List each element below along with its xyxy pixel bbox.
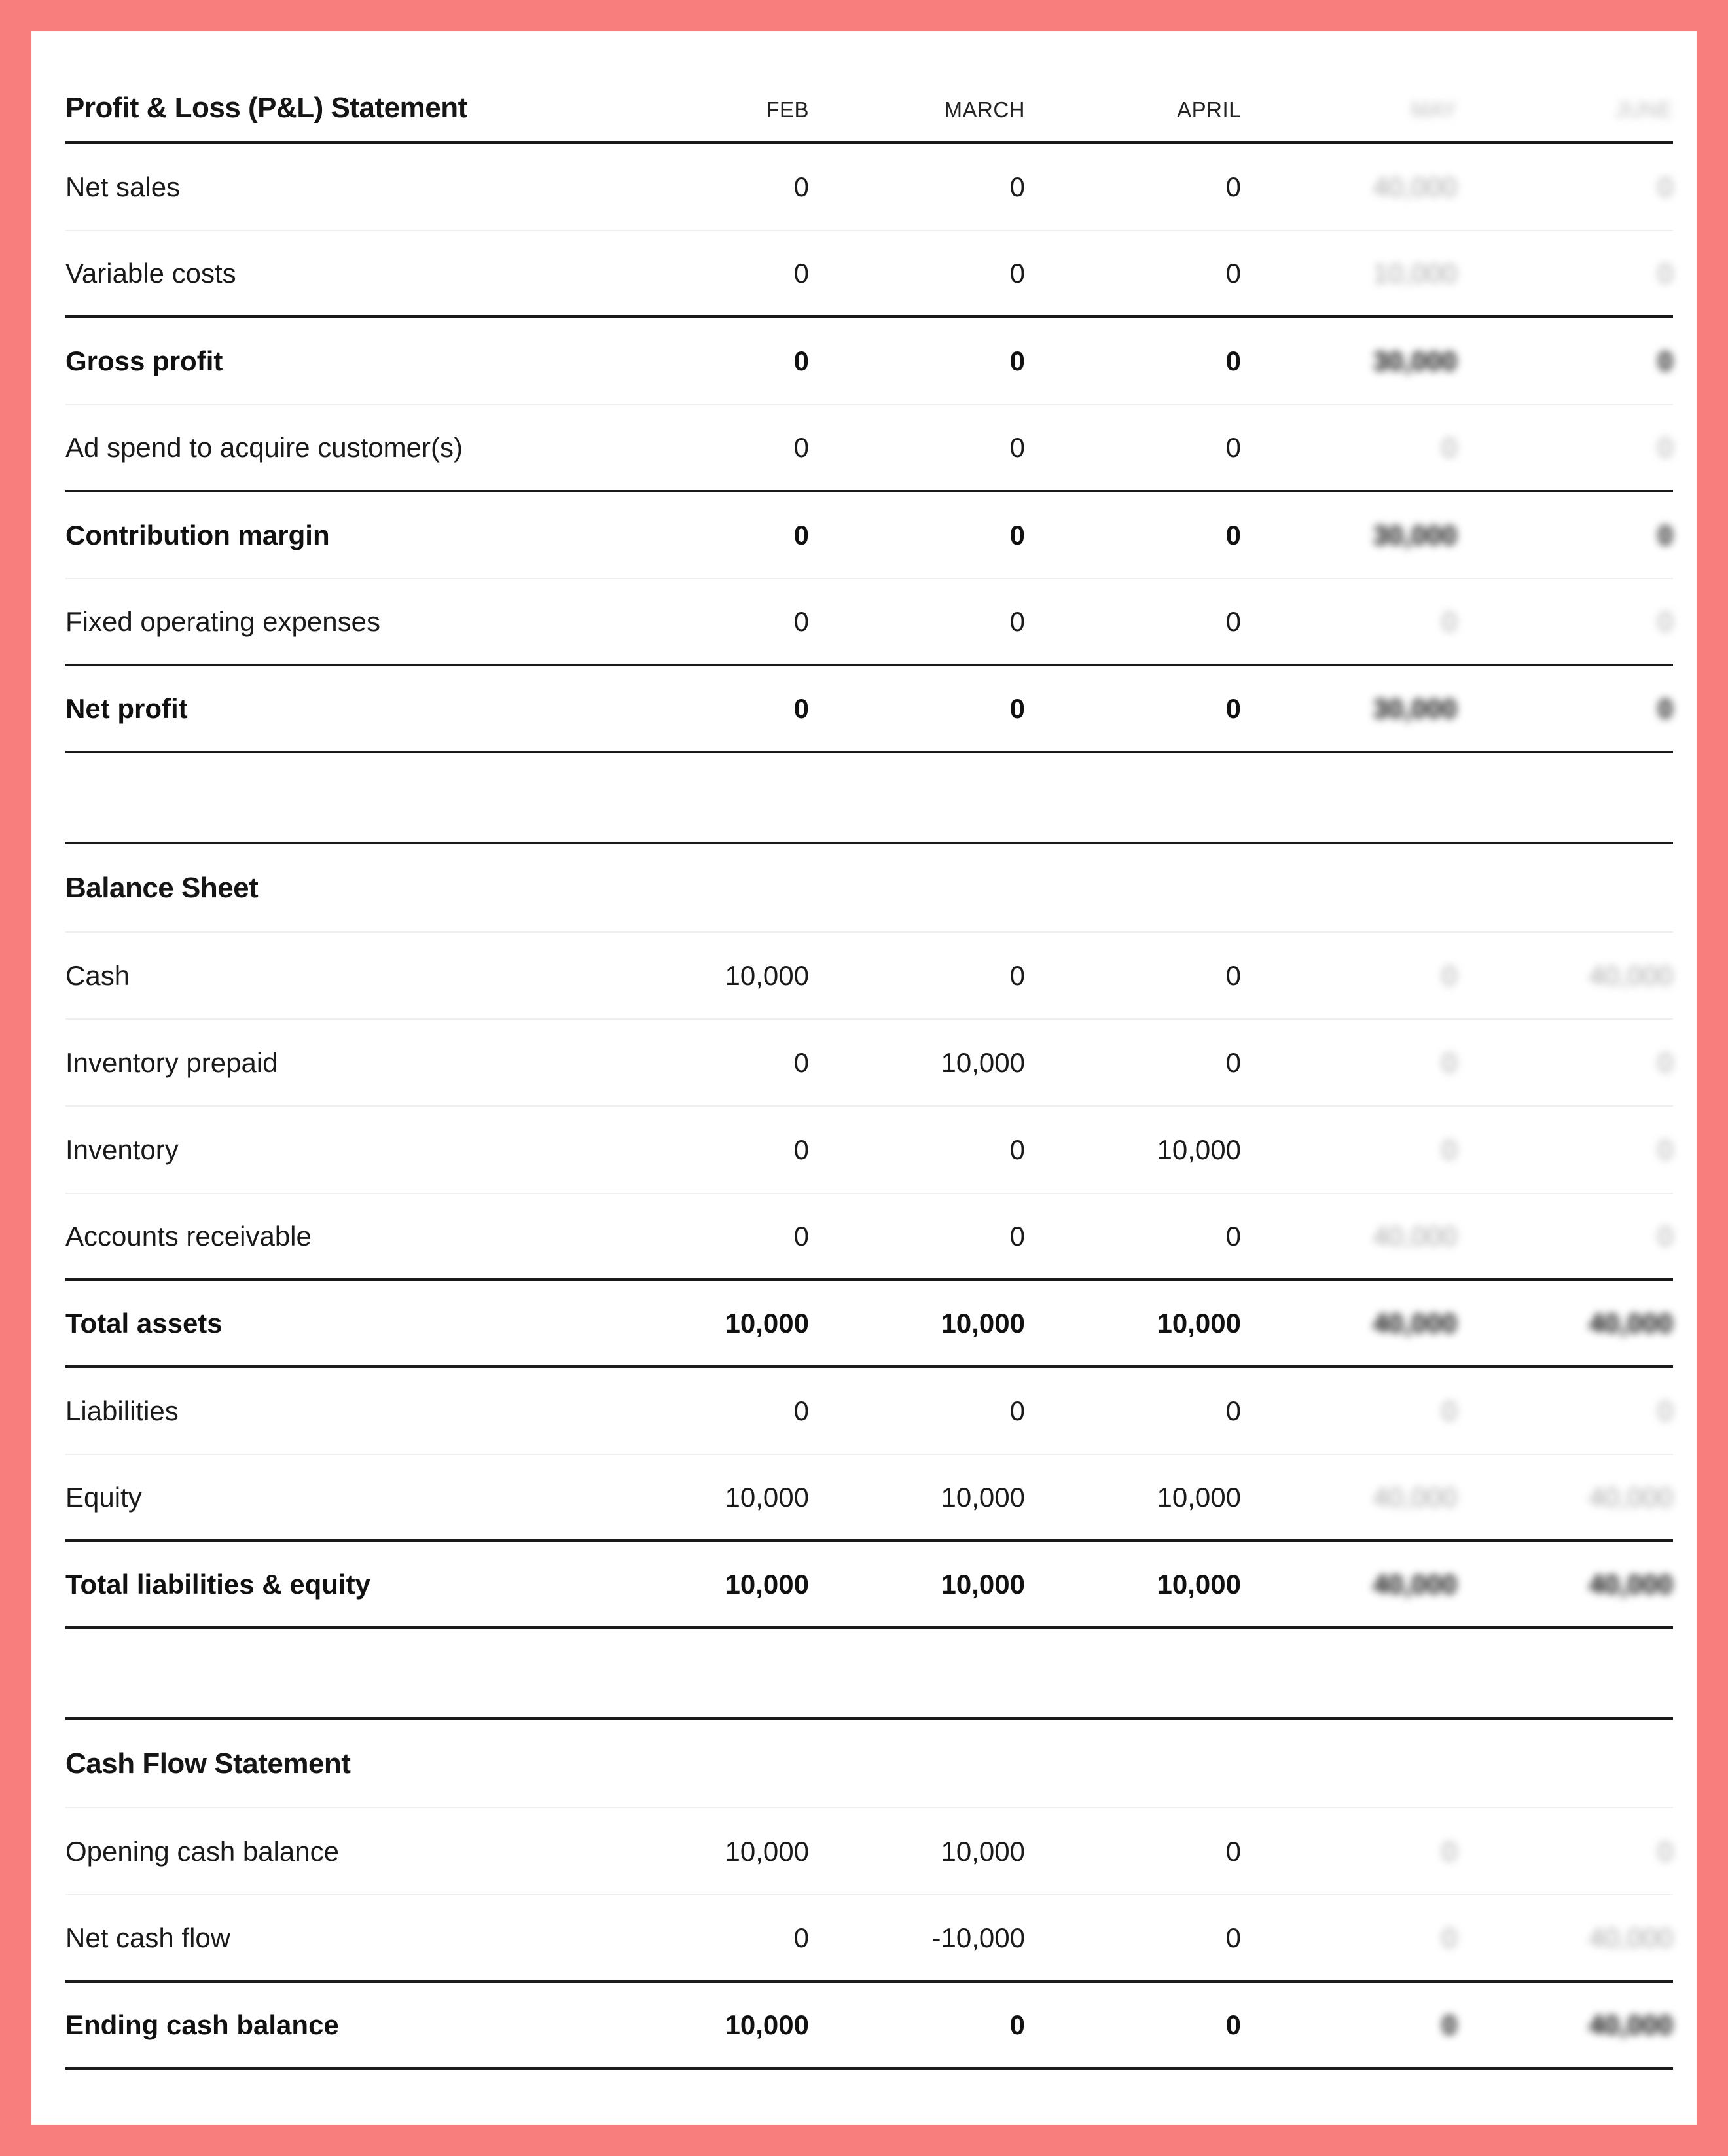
column-header-may: MAY [1411, 98, 1457, 122]
cell-net-profit-feb: 0 [793, 692, 809, 724]
row-accounts-receivable [65, 1194, 1673, 1281]
row-opening-cash-balance [65, 1808, 1673, 1895]
cell-cash-may: 0 [1441, 960, 1457, 991]
cell-net-sales-june: 0 [1657, 171, 1673, 202]
row-ad-spend-to-acquire-customer-s [65, 405, 1673, 492]
cell-ad-spend-to-acquire-customer-s-june: 0 [1657, 431, 1673, 463]
cell-net-cash-flow-feb: 0 [793, 1922, 809, 1953]
cell-net-profit-may: 30,000 [1373, 692, 1457, 724]
cell-net-cash-flow-may: 0 [1441, 1922, 1457, 1953]
cell-net-cash-flow-march: -10,000 [931, 1922, 1025, 1953]
column-header-feb: FEB [766, 98, 809, 122]
cell-opening-cash-balance-feb: 10,000 [725, 1835, 809, 1867]
column-header-april: APRIL [1177, 98, 1241, 122]
section-title: Cash Flow Statement [65, 1747, 351, 1780]
cell-contribution-margin-feb: 0 [793, 519, 809, 550]
row-label: Net sales [65, 171, 181, 202]
cell-equity-april: 10,000 [1157, 1481, 1241, 1513]
column-header-march: MARCH [944, 98, 1025, 122]
cell-inventory-feb: 0 [793, 1134, 809, 1165]
cell-accounts-receivable-june: 0 [1657, 1220, 1673, 1251]
cell-liabilities-may: 0 [1441, 1395, 1457, 1426]
row-equity [65, 1455, 1673, 1542]
cell-fixed-operating-expenses-march: 0 [1009, 605, 1025, 637]
row-label: Equity [65, 1481, 142, 1513]
cell-variable-costs-april: 0 [1225, 257, 1241, 289]
cell-net-cash-flow-june: 40,000 [1589, 1922, 1673, 1953]
cell-variable-costs-march: 0 [1009, 257, 1025, 289]
row-inventory-prepaid [65, 1020, 1673, 1107]
cell-ad-spend-to-acquire-customer-s-april: 0 [1225, 431, 1241, 463]
cell-accounts-receivable-april: 0 [1225, 1220, 1241, 1251]
row-label: Gross profit [65, 345, 223, 376]
cell-gross-profit-may: 30,000 [1373, 345, 1457, 376]
cell-net-sales-march: 0 [1009, 171, 1025, 202]
cell-variable-costs-may: 10,000 [1373, 257, 1457, 289]
cell-cash-april: 0 [1225, 960, 1241, 991]
section-cash-flow-statement [65, 1629, 1673, 2070]
cell-net-cash-flow-april: 0 [1225, 1922, 1241, 1953]
cell-cash-june: 40,000 [1589, 960, 1673, 991]
section-balance-sheet [65, 753, 1673, 1629]
row-cash [65, 933, 1673, 1020]
row-inventory [65, 1107, 1673, 1194]
cell-gross-profit-april: 0 [1225, 345, 1241, 376]
cell-inventory-prepaid-feb: 0 [793, 1047, 809, 1078]
cell-opening-cash-balance-may: 0 [1441, 1835, 1457, 1867]
cell-liabilities-march: 0 [1009, 1395, 1025, 1426]
cell-inventory-prepaid-march: 10,000 [941, 1047, 1025, 1078]
cell-accounts-receivable-may: 40,000 [1373, 1220, 1457, 1251]
cell-ad-spend-to-acquire-customer-s-feb: 0 [793, 431, 809, 463]
cell-net-profit-march: 0 [1009, 692, 1025, 724]
cell-net-profit-june: 0 [1657, 692, 1673, 724]
cell-net-profit-april: 0 [1225, 692, 1241, 724]
cell-equity-june: 40,000 [1589, 1481, 1673, 1513]
row-label: Inventory [65, 1134, 179, 1165]
cell-gross-profit-feb: 0 [793, 345, 809, 376]
cell-ad-spend-to-acquire-customer-s-may: 0 [1441, 431, 1457, 463]
cell-opening-cash-balance-june: 0 [1657, 1835, 1673, 1867]
row-label: Contribution margin [65, 519, 330, 550]
cell-gross-profit-march: 0 [1009, 345, 1025, 376]
row-label: Inventory prepaid [65, 1047, 278, 1078]
statement-title: Profit & Loss (P&L) Statement [65, 92, 467, 124]
section-spacer [65, 753, 1673, 842]
row-total-assets [65, 1281, 1673, 1368]
row-net-sales [65, 144, 1673, 231]
cell-equity-may: 40,000 [1373, 1481, 1457, 1513]
cell-net-sales-april: 0 [1225, 171, 1241, 202]
cell-contribution-margin-april: 0 [1225, 519, 1241, 550]
cell-accounts-receivable-feb: 0 [793, 1220, 809, 1251]
row-label: Ending cash balance [65, 2009, 339, 2040]
cell-fixed-operating-expenses-may: 0 [1441, 605, 1457, 637]
row-net-profit [65, 666, 1673, 753]
cell-inventory-march: 0 [1009, 1134, 1025, 1165]
cell-ad-spend-to-acquire-customer-s-march: 0 [1009, 431, 1025, 463]
row-fixed-operating-expenses [65, 579, 1673, 666]
row-label: Fixed operating expenses [65, 605, 380, 637]
column-header-june: JUNE [1615, 98, 1673, 122]
row-liabilities [65, 1368, 1673, 1455]
cell-inventory-prepaid-june: 0 [1657, 1047, 1673, 1078]
cell-total-liabilities-equity-feb: 10,000 [725, 1568, 809, 1600]
cell-total-liabilities-equity-june: 40,000 [1589, 1568, 1673, 1600]
cell-ending-cash-balance-june: 40,000 [1589, 2009, 1673, 2040]
cell-inventory-prepaid-may: 0 [1441, 1047, 1457, 1078]
cell-ending-cash-balance-march: 0 [1009, 2009, 1025, 2040]
row-label: Accounts receivable [65, 1220, 312, 1251]
cell-ending-cash-balance-may: 0 [1441, 2009, 1457, 2040]
cell-ending-cash-balance-april: 0 [1225, 2009, 1241, 2040]
row-label: Opening cash balance [65, 1835, 339, 1867]
cell-total-liabilities-equity-may: 40,000 [1373, 1568, 1457, 1600]
row-variable-costs [65, 231, 1673, 318]
statement-card [31, 31, 1697, 2125]
row-net-cash-flow [65, 1895, 1673, 1983]
cell-total-liabilities-equity-march: 10,000 [941, 1568, 1025, 1600]
cell-inventory-may: 0 [1441, 1134, 1457, 1165]
section-spacer [65, 1629, 1673, 1717]
section-heading-balance-sheet [65, 842, 1673, 933]
cell-total-assets-june: 40,000 [1589, 1307, 1673, 1339]
row-label: Variable costs [65, 257, 236, 289]
cell-contribution-margin-june: 0 [1657, 519, 1673, 550]
cell-total-assets-feb: 10,000 [725, 1307, 809, 1339]
row-label: Total assets [65, 1307, 223, 1339]
cell-total-assets-may: 40,000 [1373, 1307, 1457, 1339]
cell-liabilities-june: 0 [1657, 1395, 1673, 1426]
cell-total-assets-march: 10,000 [941, 1307, 1025, 1339]
row-label: Liabilities [65, 1395, 179, 1426]
section-title: Balance Sheet [65, 871, 259, 904]
cell-equity-march: 10,000 [941, 1481, 1025, 1513]
cell-ending-cash-balance-feb: 10,000 [725, 2009, 809, 2040]
row-ending-cash-balance [65, 1983, 1673, 2070]
cell-contribution-margin-may: 30,000 [1373, 519, 1457, 550]
cell-net-sales-may: 40,000 [1373, 171, 1457, 202]
row-label: Net profit [65, 692, 188, 724]
cell-liabilities-feb: 0 [793, 1395, 809, 1426]
cell-gross-profit-june: 0 [1657, 345, 1673, 376]
row-label: Total liabilities & equity [65, 1568, 370, 1600]
cell-net-sales-feb: 0 [793, 171, 809, 202]
row-contribution-margin [65, 492, 1673, 579]
statement-header-row [65, 31, 1673, 144]
row-label: Net cash flow [65, 1922, 231, 1953]
cell-liabilities-april: 0 [1225, 1395, 1241, 1426]
cell-variable-costs-june: 0 [1657, 257, 1673, 289]
row-total-liabilities-equity [65, 1542, 1673, 1629]
cell-total-assets-april: 10,000 [1157, 1307, 1241, 1339]
cell-fixed-operating-expenses-feb: 0 [793, 605, 809, 637]
cell-cash-feb: 10,000 [725, 960, 809, 991]
cell-inventory-prepaid-april: 0 [1225, 1047, 1241, 1078]
row-label: Cash [65, 960, 130, 991]
cell-fixed-operating-expenses-june: 0 [1657, 605, 1673, 637]
cell-contribution-margin-march: 0 [1009, 519, 1025, 550]
row-gross-profit [65, 318, 1673, 405]
cell-inventory-april: 10,000 [1157, 1134, 1241, 1165]
cell-fixed-operating-expenses-april: 0 [1225, 605, 1241, 637]
cell-cash-march: 0 [1009, 960, 1025, 991]
cell-opening-cash-balance-april: 0 [1225, 1835, 1241, 1867]
cell-equity-feb: 10,000 [725, 1481, 809, 1513]
cell-inventory-june: 0 [1657, 1134, 1673, 1165]
cell-accounts-receivable-march: 0 [1009, 1220, 1025, 1251]
cell-variable-costs-feb: 0 [793, 257, 809, 289]
section-heading-cash-flow-statement [65, 1717, 1673, 1808]
section-profit-loss-p-l-statement [65, 31, 1673, 753]
cell-opening-cash-balance-march: 10,000 [941, 1835, 1025, 1867]
row-label: Ad spend to acquire customer(s) [65, 431, 463, 463]
cell-total-liabilities-equity-april: 10,000 [1157, 1568, 1241, 1600]
